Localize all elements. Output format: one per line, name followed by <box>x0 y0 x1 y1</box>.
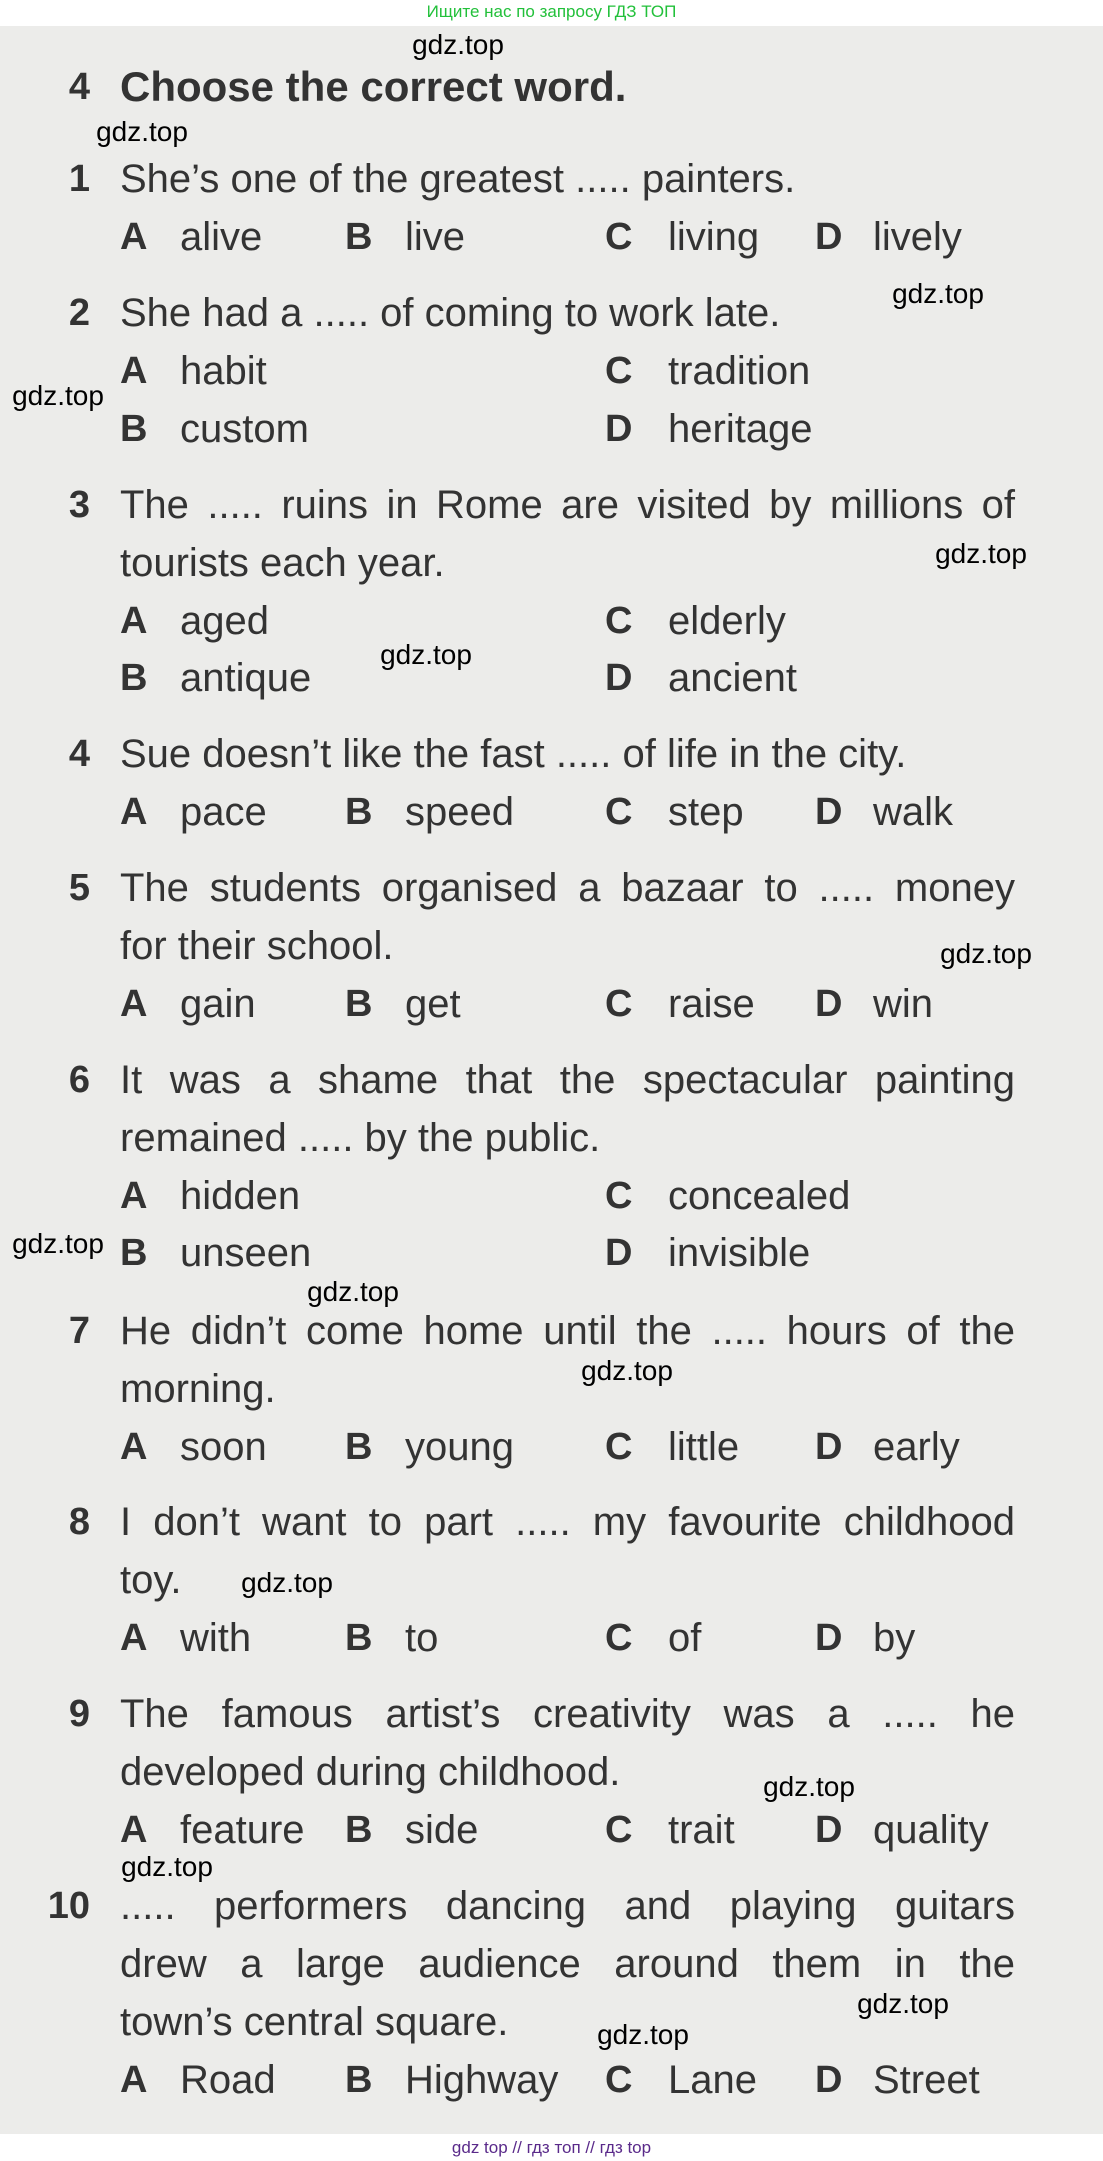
question-number: 9 <box>68 1693 90 1735</box>
option-a[interactable]: pace <box>180 790 267 834</box>
watermark: gdz.top <box>940 938 1032 969</box>
option-letter-c: C <box>605 216 633 258</box>
option-letter-a: A <box>120 983 148 1025</box>
option-letter-a: A <box>120 600 148 642</box>
option-a[interactable]: feature <box>180 1808 305 1852</box>
option-d[interactable]: win <box>873 982 934 1026</box>
question-text: morning. <box>120 1367 276 1411</box>
question-text: Sue doesn’t like the fast ..... of life in the city. <box>120 732 907 776</box>
option-letter-d: D <box>815 2059 843 2101</box>
option-letter-d: D <box>605 657 633 699</box>
question-number: 6 <box>68 1059 90 1101</box>
option-b[interactable]: get <box>405 982 461 1026</box>
watermark: gdz.top <box>857 1988 949 2019</box>
watermark: gdz.top <box>241 1567 333 1598</box>
watermark: gdz.top <box>12 1228 104 1259</box>
option-letter-c: C <box>605 1175 633 1217</box>
option-d[interactable]: early <box>873 1425 960 1469</box>
option-c[interactable]: of <box>668 1616 702 1660</box>
option-d[interactable]: by <box>873 1616 916 1660</box>
question-text: I don’t want to part ..... my favourite childhood <box>120 1500 1015 1544</box>
question-text: toy. <box>120 1558 182 1602</box>
option-letter-a: A <box>120 1617 148 1659</box>
option-letter-c: C <box>605 983 633 1025</box>
watermark: gdz.top <box>597 2019 689 2050</box>
option-c[interactable]: raise <box>668 982 755 1026</box>
question-number: 1 <box>68 158 90 200</box>
option-b[interactable]: to <box>405 1616 439 1660</box>
question-number: 8 <box>68 1501 90 1543</box>
question-text: developed during childhood. <box>120 1750 621 1794</box>
question-number: 4 <box>68 733 90 775</box>
option-letter-d: D <box>815 791 843 833</box>
watermark: gdz.top <box>307 1276 399 1307</box>
option-letter-c: C <box>605 1617 633 1659</box>
option-b[interactable]: antique <box>180 656 312 700</box>
question-text: remained ..... by the public. <box>120 1116 601 1160</box>
option-letter-a: A <box>120 1809 148 1851</box>
watermark: gdz.top <box>96 116 188 147</box>
question-text: She had a ..... of coming to work late. <box>120 291 781 335</box>
option-letter-d: D <box>815 216 843 258</box>
option-a[interactable]: soon <box>180 1425 267 1469</box>
option-a[interactable]: with <box>180 1616 252 1660</box>
watermark: gdz.top <box>935 538 1027 569</box>
option-letter-b: B <box>345 1426 373 1468</box>
watermark: gdz.top <box>380 639 472 670</box>
option-letter-b: B <box>120 1232 148 1274</box>
option-letter-d: D <box>605 1232 633 1274</box>
question-text: for their school. <box>120 924 394 968</box>
option-d[interactable]: Street <box>873 2058 980 2102</box>
option-letter-c: C <box>605 1809 633 1851</box>
watermark: gdz.top <box>892 278 984 309</box>
exercise-number: 4 <box>68 66 90 108</box>
question-text: tourists each year. <box>120 541 445 585</box>
option-c[interactable]: living <box>668 215 760 259</box>
option-c[interactable]: tradition <box>668 349 811 393</box>
option-letter-c: C <box>605 350 633 392</box>
question-text: The ..... ruins in Rome are visited by millions of <box>120 483 1015 527</box>
option-b[interactable]: unseen <box>180 1231 312 1275</box>
option-letter-d: D <box>605 408 633 450</box>
option-letter-a: A <box>120 791 148 833</box>
option-letter-d: D <box>815 1426 843 1468</box>
option-letter-a: A <box>120 350 148 392</box>
option-letter-b: B <box>120 657 148 699</box>
option-letter-b: B <box>345 1809 373 1851</box>
question-text: The famous artist’s creativity was a ..... he <box>120 1692 1015 1736</box>
option-b[interactable]: Highway <box>405 2058 559 2102</box>
option-b[interactable]: custom <box>180 407 309 451</box>
option-c[interactable]: Lane <box>668 2058 757 2102</box>
option-letter-d: D <box>815 1809 843 1851</box>
question-number: 2 <box>68 292 90 334</box>
option-letter-b: B <box>345 983 373 1025</box>
option-c[interactable]: trait <box>668 1808 735 1852</box>
watermark: gdz.top <box>12 380 104 411</box>
search-banner: Ищите нас по запросу ГДЗ ТОП <box>0 0 1103 26</box>
option-d[interactable]: lively <box>873 215 962 259</box>
footer-text: gdz top // гдз топ // гдз top <box>0 2134 1103 2161</box>
option-letter-b: B <box>345 2059 373 2101</box>
question-number: 7 <box>68 1310 90 1352</box>
option-b[interactable]: live <box>405 215 466 259</box>
question-number: 5 <box>68 867 90 909</box>
option-letter-b: B <box>120 408 148 450</box>
option-letter-a: A <box>120 1175 148 1217</box>
option-letter-c: C <box>605 1426 633 1468</box>
option-letter-a: A <box>120 1426 148 1468</box>
option-letter-a: A <box>120 216 148 258</box>
option-b[interactable]: young <box>405 1425 514 1469</box>
question-text: drew a large audience around them in the <box>120 1942 1015 1986</box>
watermark: gdz.top <box>763 1771 855 1802</box>
option-b[interactable]: speed <box>405 790 514 834</box>
option-d[interactable]: walk <box>873 790 954 834</box>
option-c[interactable]: elderly <box>668 599 786 643</box>
option-letter-b: B <box>345 791 373 833</box>
question-number: 3 <box>68 484 90 526</box>
question-text: It was a shame that the spectacular painting <box>120 1058 1015 1102</box>
option-letter-d: D <box>815 983 843 1025</box>
question-text: The students organised a bazaar to ..... money <box>120 866 1015 910</box>
option-c[interactable]: concealed <box>668 1174 851 1218</box>
option-d[interactable]: ancient <box>668 656 797 700</box>
option-c[interactable]: step <box>668 790 744 834</box>
option-a[interactable]: gain <box>180 982 256 1026</box>
option-letter-b: B <box>345 1617 373 1659</box>
option-c[interactable]: little <box>668 1425 740 1469</box>
watermark: gdz.top <box>581 1355 673 1386</box>
option-letter-c: C <box>605 2059 633 2101</box>
option-letter-c: C <box>605 791 633 833</box>
option-letter-d: D <box>815 1617 843 1659</box>
question-text: She’s one of the greatest ..... painters. <box>120 157 796 201</box>
option-b[interactable]: side <box>405 1808 479 1852</box>
option-d[interactable]: quality <box>873 1808 989 1852</box>
option-a[interactable]: hidden <box>180 1174 301 1218</box>
option-a[interactable]: habit <box>180 349 267 393</box>
question-number: 10 <box>47 1885 90 1927</box>
option-a[interactable]: alive <box>180 215 263 259</box>
option-letter-a: A <box>120 2059 148 2101</box>
option-letter-c: C <box>605 600 633 642</box>
option-letter-b: B <box>345 216 373 258</box>
option-a[interactable]: aged <box>180 599 269 643</box>
question-text: He didn’t come home until the ..... hours of the <box>120 1309 1015 1353</box>
watermark: gdz.top <box>412 29 504 60</box>
option-d[interactable]: invisible <box>668 1231 811 1275</box>
watermark: gdz.top <box>121 1851 213 1882</box>
question-text: ..... performers dancing and playing guitars <box>120 1884 1015 1928</box>
question-text: town’s central square. <box>120 2000 509 2044</box>
option-d[interactable]: heritage <box>668 407 813 451</box>
option-a[interactable]: Road <box>180 2058 276 2102</box>
exercise-title: Choose the correct word. <box>120 63 627 110</box>
